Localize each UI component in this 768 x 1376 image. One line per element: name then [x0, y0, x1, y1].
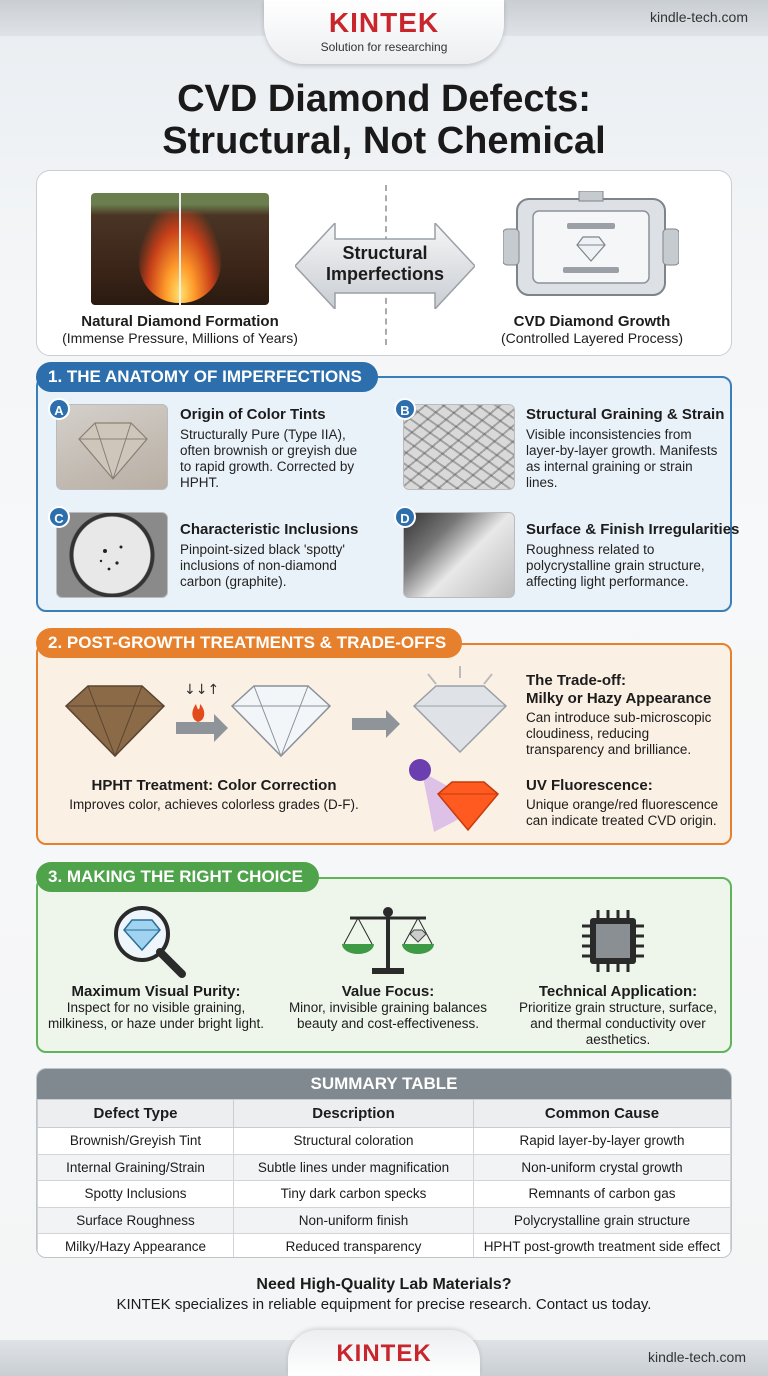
- surface-finish-title: Surface & Finish Irregularities: [526, 521, 740, 538]
- magnifier-diamond-icon: [110, 904, 190, 978]
- table-cell: HPHT post-growth treatment side effect: [474, 1234, 731, 1259]
- table-cell: Milky/Hazy Appearance: [38, 1234, 234, 1259]
- tradeoff-title-line-2: Milky or Hazy Appearance: [526, 690, 712, 707]
- table-row: [38, 1181, 731, 1208]
- column-header-common-cause: Common Cause: [474, 1100, 731, 1128]
- hpht-treatment-title: HPHT Treatment: Color Correction: [91, 777, 337, 794]
- cta-text: KINTEK specializes in reliable equipment for precise research. Contact us today.: [116, 1296, 652, 1313]
- table-row: [38, 1234, 731, 1259]
- technical-application-title: Technical Application:: [538, 983, 698, 1000]
- badge-a: A: [48, 398, 70, 420]
- table-cell: Polycrystalline grain structure: [474, 1207, 731, 1234]
- visual-purity-description: Inspect for no visible graining, milkiness, or haze under bright light.: [47, 1000, 265, 1031]
- cvd-reactor-icon: [503, 191, 679, 303]
- natural-formation-subtitle: (Immense Pressure, Millions of Years): [62, 330, 298, 346]
- table-cell: Non-uniform crystal growth: [474, 1154, 731, 1181]
- table-cell: Reduced transparency: [234, 1234, 474, 1259]
- tradeoff-description: Can introduce sub-microscopic cloudiness, reducing transparency and brilliance.: [526, 710, 712, 757]
- graining-strain-image: [403, 404, 515, 490]
- table-row: [38, 1128, 731, 1155]
- column-header-description: Description: [234, 1100, 474, 1128]
- summary-table-grid: [37, 1099, 731, 1258]
- colorless-diamond-icon: [232, 686, 330, 756]
- color-tints-title: Origin of Color Tints: [180, 406, 326, 423]
- value-focus-title: Value Focus:: [341, 983, 435, 1000]
- uv-fluorescence-icon: [404, 756, 514, 836]
- footer-site-url[interactable]: kindle-tech.com: [647, 1349, 746, 1365]
- hpht-process-graphic: [60, 676, 460, 772]
- badge-b: B: [394, 398, 416, 420]
- table-row: [38, 1154, 731, 1181]
- table-row: [38, 1207, 731, 1234]
- natural-diamond-formation-image: [91, 193, 269, 305]
- section-1-tab: 1. THE ANATOMY OF IMPERFECTIONS: [36, 362, 378, 392]
- title-line-2: Structural, Not Chemical: [162, 120, 606, 162]
- table-cell: Internal Graining/Strain: [38, 1154, 234, 1181]
- brand-tagline: Solution for researching: [320, 40, 448, 54]
- cross-section-line: [179, 193, 181, 305]
- footer-brand-name: KINTEK: [336, 1340, 432, 1367]
- uv-fluorescence-description: Unique orange/red fluorescence can indicate treated CVD origin.: [526, 797, 719, 828]
- table-cell: Rapid layer-by-layer growth: [474, 1128, 731, 1155]
- arrow-right-icon-2: [352, 710, 400, 738]
- natural-formation-label: [57, 313, 303, 347]
- balance-scale-icon: [340, 904, 436, 978]
- technical-application-description: Prioritize grain structure, surface, and thermal conductivity over aesthetics.: [518, 1000, 718, 1047]
- cvd-growth-label: [477, 313, 707, 347]
- brown-diamond-icon: [66, 686, 164, 756]
- summary-table-title: SUMMARY TABLE: [37, 1069, 731, 1099]
- cvd-growth-subtitle: (Controlled Layered Process): [500, 330, 684, 346]
- tradeoff-title: [526, 672, 722, 708]
- heat-pressure-icon: [184, 682, 219, 722]
- table-cell: Brownish/Greyish Tint: [38, 1128, 234, 1155]
- color-tint-diamond-image: [56, 404, 168, 490]
- microchip-icon: [578, 908, 648, 974]
- graining-strain-title: Structural Graining & Strain: [526, 406, 725, 423]
- table-cell: Structural coloration: [234, 1128, 474, 1155]
- table-cell: Subtle lines under magnification: [234, 1154, 474, 1181]
- natural-formation-title: Natural Diamond Formation: [81, 313, 279, 330]
- table-cell: Remnants of carbon gas: [474, 1181, 731, 1208]
- hero-comparison-panel: [36, 170, 732, 356]
- table-cell: Non-uniform finish: [234, 1207, 474, 1234]
- tradeoff-title-line-1: The Trade-off:: [526, 672, 626, 689]
- table-cell: Surface Roughness: [38, 1207, 234, 1234]
- uv-fluorescence-title: UV Fluorescence:: [526, 777, 653, 794]
- double-arrow-icon: [295, 223, 475, 309]
- section-3-tab: 3. MAKING THE RIGHT CHOICE: [36, 862, 319, 892]
- table-header-row: [38, 1100, 731, 1128]
- badge-d: D: [394, 506, 416, 528]
- inclusions-title: Characteristic Inclusions: [180, 521, 359, 538]
- table-cell: Spotty Inclusions: [38, 1181, 234, 1208]
- badge-c: C: [48, 506, 70, 528]
- cta-heading: Need High-Quality Lab Materials?: [256, 1276, 512, 1293]
- color-tints-description: Structurally Pure (Type IIA), often brownish or greyish due to rapid growth. Corrected by HPHT.: [180, 427, 358, 490]
- svg-text:↓↓↑: ↓↓↑: [184, 682, 220, 698]
- graining-strain-description: Visible inconsistencies from layer-by-layer growth. Manifests as internal graining or strain lines.: [526, 427, 718, 490]
- site-url[interactable]: kindle-tech.com: [649, 9, 748, 25]
- cvd-growth-title: CVD Diamond Growth: [513, 313, 671, 330]
- section-2-tab: 2. POST-GROWTH TREATMENTS & TRADE-OFFS: [36, 628, 462, 658]
- footer-logo[interactable]: [288, 1330, 480, 1376]
- top-header: [0, 0, 768, 60]
- summary-table: [36, 1068, 732, 1258]
- arrow-label: [295, 243, 475, 285]
- inclusions-description: Pinpoint-sized black 'spotty' inclusions of non-diamond carbon (graphite).: [180, 542, 345, 589]
- surface-finish-image: [403, 512, 515, 598]
- table-cell: Tiny dark carbon specks: [234, 1181, 474, 1208]
- title-line-1: CVD Diamond Defects:: [177, 78, 591, 120]
- column-header-defect-type: Defect Type: [38, 1100, 234, 1128]
- hazy-diamond-icon: [408, 664, 512, 756]
- visual-purity-title: Maximum Visual Purity:: [71, 983, 241, 1000]
- inclusions-magnifier-image: [56, 512, 168, 598]
- brand-logo[interactable]: [264, 0, 504, 64]
- arrow-label-line-1: Structural: [342, 243, 428, 263]
- brand-name: KINTEK: [328, 7, 440, 38]
- arrow-label-line-2: Imperfections: [325, 264, 445, 284]
- hpht-treatment-description: Improves color, achieves colorless grades (D-F).: [69, 797, 359, 812]
- value-focus-description: Minor, invisible graining balances beauty and cost-effectiveness.: [288, 1000, 488, 1031]
- surface-finish-description: Roughness related to polycrystalline grain structure, affecting light performance.: [526, 542, 705, 589]
- page-title: [0, 78, 768, 162]
